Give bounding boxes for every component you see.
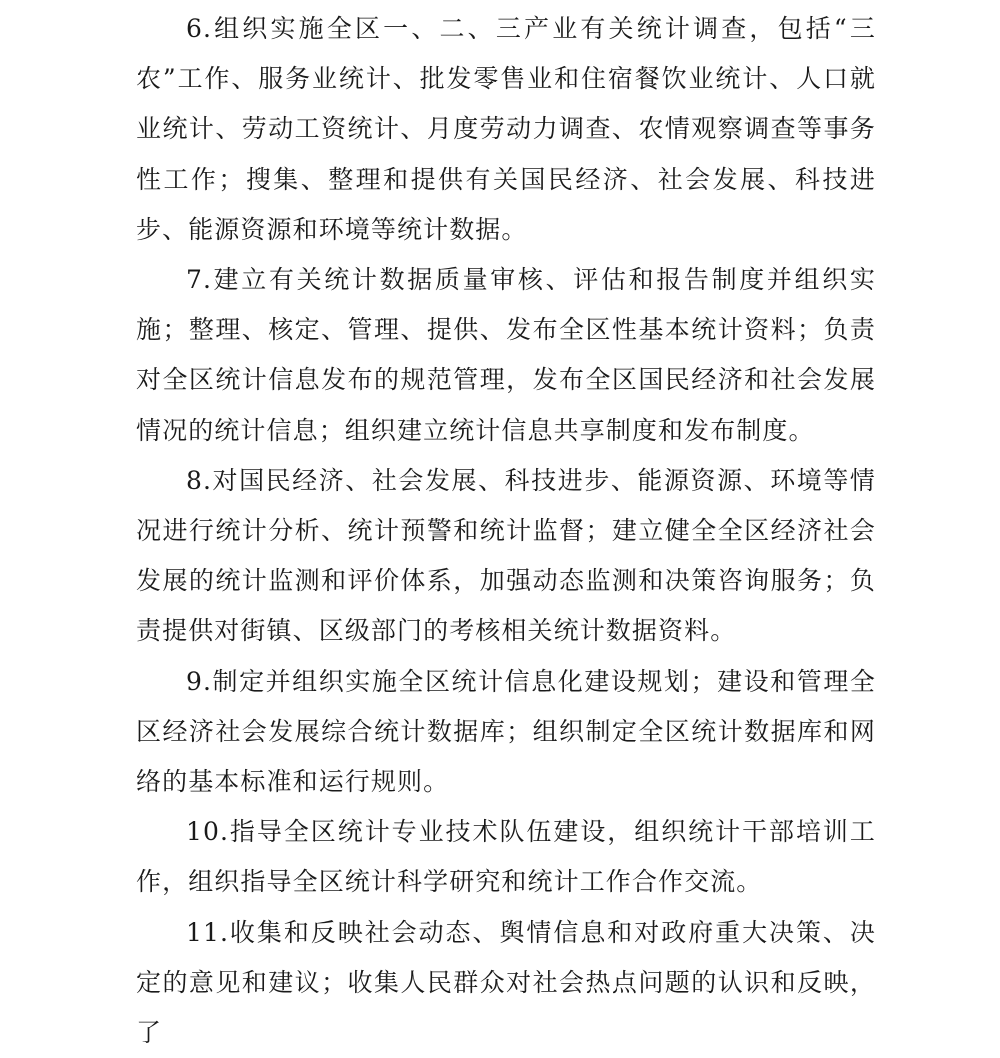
paragraph-item-9: 9.制定并组织实施全区统计信息化建设规划；建设和管理全区经济社会发展综合统计数据库；组织制定全区统计数据库和网络的基本标准和运行规则。 (136, 666, 876, 797)
paragraph-item-6: 6.组织实施全区一、二、三产业有关统计调查，包括“三农”工作、服务业统计、批发零售业和住宿餐饮业统计、人口就业统计、劳动工资统计、月度劳动力调查、农情观察调查等事务性工作；搜集、整理和提供有关国民经济、社会发展、科技进步、能源资源和环境等统计数据。 (136, 14, 876, 244)
paragraph-item-8: 8.对国民经济、社会发展、科技进步、能源资源、环境等情况进行统计分析、统计预警和统计监督；建立健全全区经济社会发展的统计监测和评价体系，加强动态监测和决策咨询服务；负责提供对街镇、区级部门的考核相关统计数据资料。 (136, 465, 876, 646)
paragraph-item-7: 7.建立有关统计数据质量审核、评估和报告制度并组织实施；整理、核定、管理、提供、发布全区性基本统计资料；负责对全区统计信息发布的规范管理，发布全区国民经济和社会发展情况的统计信息；组织建立统计信息共享制度和发布制度。 (136, 265, 876, 445)
document-body (136, 0, 876, 1058)
paragraph-item-11: 11.收集和反映社会动态、舆情信息和对政府重大决策、决定的意见和建议；收集人民群众对社会热点问题的认识和反映，了 (136, 917, 876, 1048)
paragraph-item-10: 10.指导全区统计专业技术队伍建设，组织统计干部培训工作，组织指导全区统计科学研究和统计工作合作交流。 (136, 817, 876, 897)
